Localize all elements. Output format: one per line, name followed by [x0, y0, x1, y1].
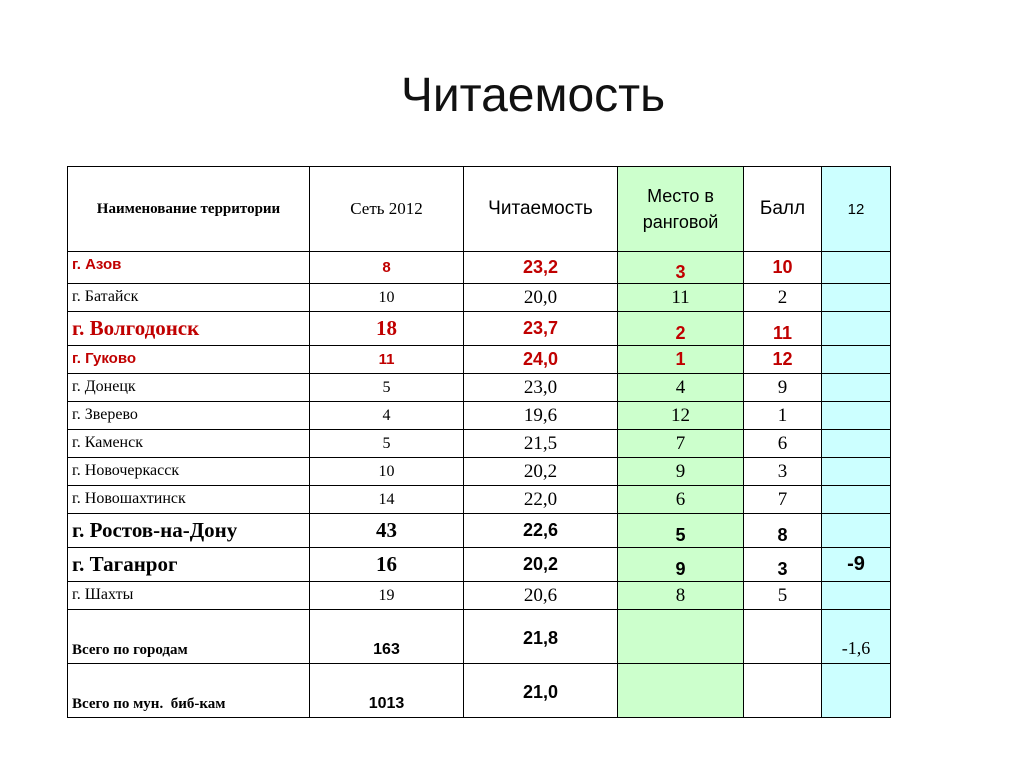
row-extra	[822, 252, 891, 284]
row-name: г. Азов	[68, 252, 310, 284]
table-row	[68, 514, 891, 548]
row-name: г. Новошахтинск	[68, 486, 310, 514]
row-place: 3	[618, 252, 744, 284]
row-place: 12	[618, 402, 744, 430]
row-extra	[822, 402, 891, 430]
row-name: г. Новочеркасск	[68, 458, 310, 486]
total-network: 1013	[310, 664, 464, 718]
row-name: г. Каменск	[68, 430, 310, 458]
row-readability: 21,5	[464, 430, 618, 458]
header-place: Место в ранговой	[618, 167, 744, 252]
row-place: 9	[618, 548, 744, 582]
row-score: 3	[744, 458, 822, 486]
total-extra: -1,6	[822, 610, 891, 664]
row-network: 19	[310, 582, 464, 610]
row-extra	[822, 312, 891, 346]
row-readability: 22,6	[464, 514, 618, 548]
row-score: 5	[744, 582, 822, 610]
row-extra	[822, 346, 891, 374]
row-readability: 20,6	[464, 582, 618, 610]
row-place: 7	[618, 430, 744, 458]
total-name: Всего по мун. биб-кам	[68, 664, 310, 718]
row-name: г. Зверево	[68, 402, 310, 430]
row-network: 16	[310, 548, 464, 582]
row-network: 14	[310, 486, 464, 514]
readability-table	[67, 166, 891, 718]
row-readability: 24,0	[464, 346, 618, 374]
row-network: 10	[310, 284, 464, 312]
row-place: 9	[618, 458, 744, 486]
header-row	[68, 167, 891, 252]
row-score: 12	[744, 346, 822, 374]
row-score: 11	[744, 312, 822, 346]
total-name: Всего по городам	[68, 610, 310, 664]
row-score: 9	[744, 374, 822, 402]
page-title: Читаемость	[400, 69, 666, 122]
table-row	[68, 582, 891, 610]
table-row	[68, 346, 891, 374]
totals-row	[68, 610, 891, 664]
row-score: 1	[744, 402, 822, 430]
row-network: 10	[310, 458, 464, 486]
row-score: 6	[744, 430, 822, 458]
row-readability: 22,0	[464, 486, 618, 514]
row-network: 43	[310, 514, 464, 548]
row-name: г. Батайск	[68, 284, 310, 312]
row-score: 10	[744, 252, 822, 284]
table-row	[68, 548, 891, 582]
row-readability: 20,2	[464, 458, 618, 486]
table-row	[68, 252, 891, 284]
row-network: 5	[310, 374, 464, 402]
row-extra	[822, 374, 891, 402]
header-name: Наименование территории	[68, 167, 310, 252]
row-name: г. Таганрог	[68, 548, 310, 582]
row-score: 7	[744, 486, 822, 514]
row-network: 11	[310, 346, 464, 374]
table-row	[68, 374, 891, 402]
table-row	[68, 402, 891, 430]
row-readability: 20,2	[464, 548, 618, 582]
row-score: 8	[744, 514, 822, 548]
row-place: 8	[618, 582, 744, 610]
table-row	[68, 312, 891, 346]
row-place: 6	[618, 486, 744, 514]
row-readability: 23,7	[464, 312, 618, 346]
row-network: 5	[310, 430, 464, 458]
row-extra	[822, 582, 891, 610]
table-row	[68, 430, 891, 458]
row-place: 1	[618, 346, 744, 374]
row-readability: 20,0	[464, 284, 618, 312]
row-name: г. Донецк	[68, 374, 310, 402]
total-score	[744, 664, 822, 718]
total-readability: 21,0	[464, 664, 618, 718]
header-network: Сеть 2012	[310, 167, 464, 252]
row-score: 2	[744, 284, 822, 312]
header-readability: Читаемость	[464, 167, 618, 252]
row-extra	[822, 514, 891, 548]
totals-row	[68, 664, 891, 718]
row-name: г. Гуково	[68, 346, 310, 374]
row-name: г. Шахты	[68, 582, 310, 610]
total-extra	[822, 664, 891, 718]
total-readability: 21,8	[464, 610, 618, 664]
row-readability: 19,6	[464, 402, 618, 430]
table-row	[68, 284, 891, 312]
row-extra	[822, 284, 891, 312]
row-extra	[822, 430, 891, 458]
row-place: 5	[618, 514, 744, 548]
row-place: 4	[618, 374, 744, 402]
row-name: г. Ростов-на-Дону	[68, 514, 310, 548]
row-network: 4	[310, 402, 464, 430]
total-place	[618, 664, 744, 718]
total-place	[618, 610, 744, 664]
row-network: 18	[310, 312, 464, 346]
row-score: 3	[744, 548, 822, 582]
table-row	[68, 486, 891, 514]
total-network: 163	[310, 610, 464, 664]
row-readability: 23,2	[464, 252, 618, 284]
row-name: г. Волгодонск	[68, 312, 310, 346]
header-extra: 12	[822, 167, 891, 252]
row-place: 2	[618, 312, 744, 346]
total-score	[744, 610, 822, 664]
header-score: Балл	[744, 167, 822, 252]
row-network: 8	[310, 252, 464, 284]
row-readability: 23,0	[464, 374, 618, 402]
row-extra	[822, 458, 891, 486]
row-place: 11	[618, 284, 744, 312]
row-extra	[822, 486, 891, 514]
row-extra: -9	[822, 548, 891, 582]
table-row	[68, 458, 891, 486]
